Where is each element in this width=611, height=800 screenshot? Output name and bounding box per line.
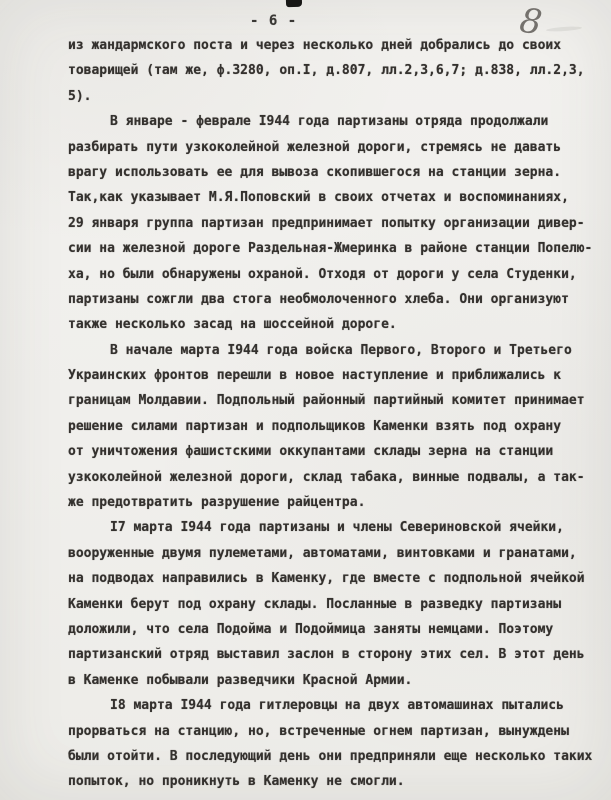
text-line: на подводах направились в Каменку, где вместе с подпольной ячейкой bbox=[68, 571, 585, 587]
text-line: В начале марта I944 года войска Первого, Второго и Третьего bbox=[110, 342, 572, 358]
text-line: решение силами партизан и подпольщиков Каменки взять под охрану bbox=[68, 418, 562, 434]
paragraph bbox=[68, 109, 593, 338]
text-line: также несколько засад на шоссейной дороге. bbox=[68, 317, 397, 333]
text-line: I7 марта I944 года партизаны и члены Севериновской ячейки, bbox=[110, 520, 564, 536]
paragraph bbox=[68, 515, 593, 693]
text-line: доложили, что села Подойма и Подоймица заняты немцами. Поэтому bbox=[68, 621, 554, 637]
text-line: прорваться на станцию, но, встреченные огнем партизан, вынуждены bbox=[68, 723, 569, 739]
text-line: попыток, но проникнуть в Каменку не смогли. bbox=[68, 774, 405, 790]
paragraph bbox=[68, 338, 593, 516]
text-line: 5). bbox=[68, 88, 92, 104]
text-line: В январе - феврале I944 года партизаны отряда продолжали bbox=[110, 114, 549, 130]
page-number: - 6 - bbox=[250, 13, 298, 29]
text-line: Так,как указывает М.Я.Поповский в своих отчетах и воспоминаниях, bbox=[68, 190, 569, 206]
scan-smudge bbox=[546, 26, 582, 33]
paragraph bbox=[68, 33, 593, 109]
text-line: ха, но были обнаружены охраной. Отходя от дороги у села Студенки, bbox=[68, 266, 577, 282]
text-line: товарищей (там же, ф.3280, оп.I, д.807, лл.2,3,6,7; д.838, лл.2,3, bbox=[68, 63, 585, 79]
text-line: 29 января группа партизан предпринимает попытку организации дивер- bbox=[68, 215, 585, 231]
text-line: сии на железной дороге Раздельная-Жмеринка в районе станции Попелю- bbox=[68, 241, 593, 257]
text-line: из жандармского поста и через несколько дней добрались до своих bbox=[68, 38, 562, 53]
text-line: Украинских фронтов перешли в новое наступление и приближались к bbox=[68, 368, 562, 384]
text-line: I8 марта I944 года гитлеровцы на двух автомашинах пытались bbox=[110, 698, 564, 714]
text-line: же предотвратить разрушение райцентра. bbox=[68, 495, 366, 511]
text-line: от уничтожения фашистскими оккупантами склады зерна на станции bbox=[68, 444, 554, 460]
text-line: вооруженные двумя пулеметами, автоматами, винтовками и гранатами, bbox=[68, 545, 577, 561]
paragraph bbox=[68, 693, 593, 795]
text-line: узкоколейной железной дороги, склад табака, винные подвалы, а так- bbox=[68, 469, 585, 485]
text-line: партизаны сожгли два стога необмолоченного хлеба. Они организуют bbox=[68, 291, 569, 307]
scan-artifact-top-edge bbox=[286, 0, 302, 7]
document-text-block bbox=[68, 33, 593, 795]
handwritten-page-mark: 8 bbox=[517, 0, 545, 44]
text-line: разбирать пути узкоколейной железной дороги, стремясь не давать bbox=[68, 139, 562, 155]
text-line: границам Молдавии. Подпольный районный партийный комитет принимает bbox=[68, 393, 585, 409]
text-line: были отойти. В последующий день они предприняли еще несколько таких bbox=[68, 748, 593, 764]
text-line: врагу использовать ее для вывоза скопившегося на станции зерна. bbox=[68, 164, 562, 180]
text-line: в Каменке побывали разведчики Красной Армии. bbox=[68, 672, 413, 688]
text-line: партизанский отряд выставил заслон в сторону этих сел. В этот день bbox=[68, 647, 585, 663]
text-line: Каменки берут под охрану склады. Посланные в разведку партизаны bbox=[68, 596, 562, 612]
